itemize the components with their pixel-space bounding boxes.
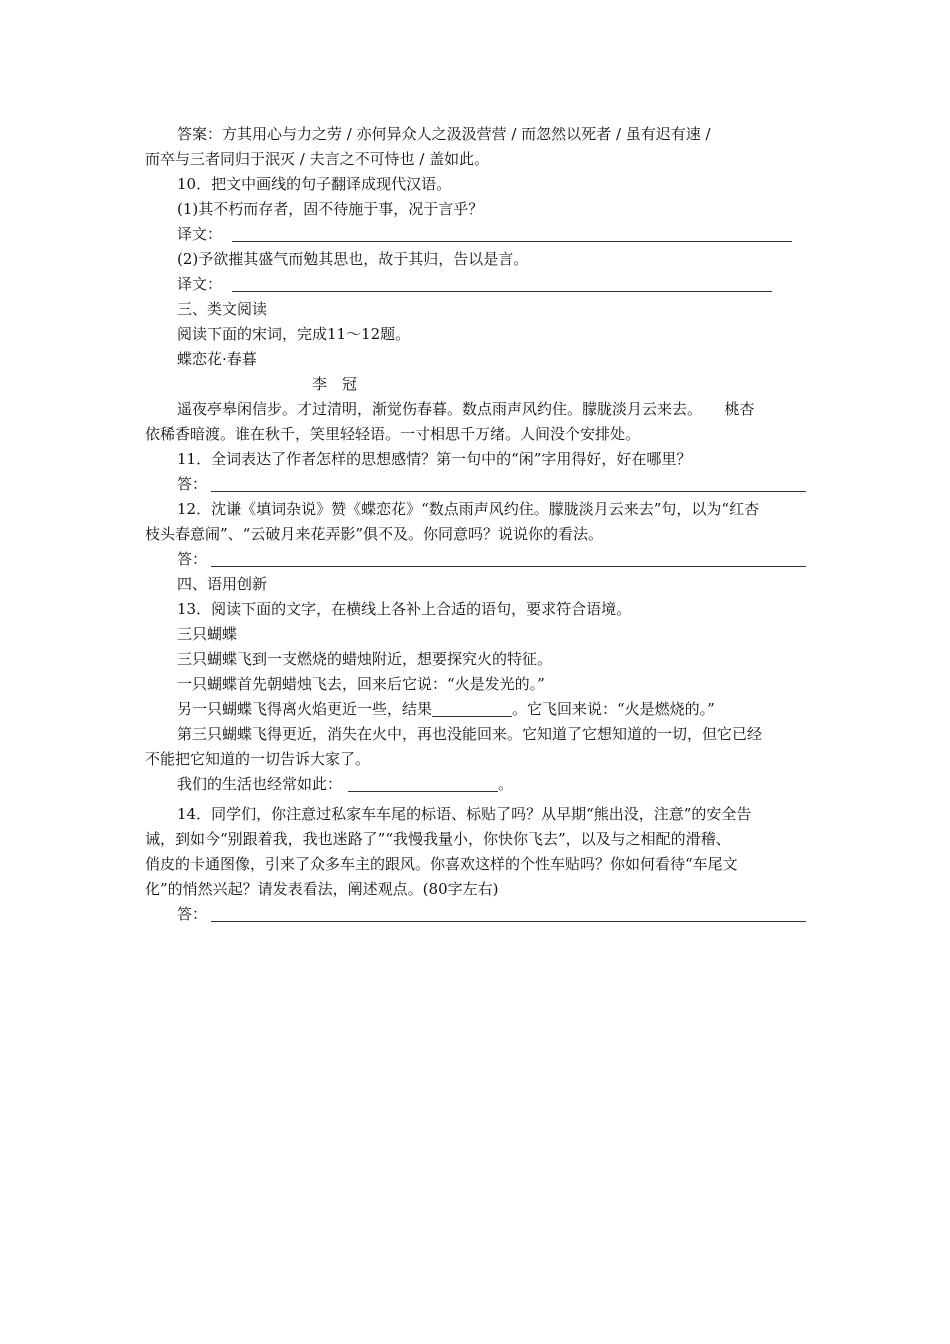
question-10-answer-2 <box>177 274 810 294</box>
paragraph-3-start: 另一只蝴蝶飞得离火焰更近一些，结果 <box>177 700 433 718</box>
answer-blank[interactable] <box>232 276 772 292</box>
translation-label: 译文： <box>177 275 223 293</box>
question-12-line-1: 12．沈谦《填词杂说》赞《蝶恋花》“数点雨声风约住。朦胧淡月云来去”句，以为“红杏 <box>177 500 760 518</box>
poem-line-1: 遥夜亭皋闲信步。才过清明，渐觉伤春暮。数点雨声风约住。朦胧淡月云来去。 桃杏 <box>177 400 755 418</box>
fill-blank-2[interactable] <box>348 776 498 792</box>
poem-line-2: 依稀香暗渡。谁在秋千，笑里轻轻语。一寸相思千万绪。人间没个安排处。 <box>145 425 641 443</box>
question-11-answer <box>177 474 810 494</box>
paragraph-5-end: 。 <box>498 775 514 793</box>
paragraph-3-end: 。它飞回来说：“火是燃烧的。” <box>512 700 715 718</box>
passage-paragraph-4-cont: 不能把它知道的一切告诉大家了。 <box>145 750 371 768</box>
answer-blank[interactable] <box>232 226 792 242</box>
question-10-sentence-1: (1)其不朽而存者，固不待施于事，况于言乎？ <box>177 200 484 218</box>
passage-paragraph-1: 三只蝴蝶飞到一支燃烧的蜡烛附近，想要探究火的特征。 <box>177 650 553 668</box>
poem-title: 蝶恋花·春暮 <box>177 350 257 368</box>
poem-author: 李 冠 <box>312 375 358 393</box>
answer-blank[interactable] <box>211 551 806 567</box>
answer-label: 答： <box>177 550 208 568</box>
fill-blank-1[interactable] <box>432 701 512 717</box>
answer-blank[interactable] <box>211 476 806 492</box>
section-3-intro: 阅读下面的宋词，完成11～12题。 <box>177 325 411 343</box>
question-14-answer <box>177 904 810 924</box>
question-14-line-3: 俏皮的卡通图像，引来了众多车主的跟风。你喜欢这样的个性车贴吗？你如何看待“车尾文 <box>145 855 738 873</box>
passage-title: 三只蝴蝶 <box>177 625 238 643</box>
question-11-stem: 11．全词表达了作者怎样的思想感情？第一句中的“闲”字用得好，好在哪里？ <box>177 450 692 468</box>
passage-paragraph-3 <box>177 699 810 719</box>
section-3-heading: 三、类文阅读 <box>177 300 268 318</box>
answer-line-1: 答案：方其用心与力之劳 / 亦何异众人之汲汲营营 / 而忽然以死者 / 虽有迟有速 / <box>177 125 711 143</box>
translation-label: 译文： <box>177 225 223 243</box>
question-10-sentence-2: (2)予欲摧其盛气而勉其思也，故于其归，告以是言。 <box>177 250 529 268</box>
passage-paragraph-2: 一只蝴蝶首先朝蜡烛飞去，回来后它说：“火是发光的。” <box>177 675 545 693</box>
section-4-heading: 四、语用创新 <box>177 575 268 593</box>
paragraph-5-start: 我们的生活也经常如此： <box>177 775 343 793</box>
question-13-stem: 13．阅读下面的文字，在横线上各补上合适的语句，要求符合语境。 <box>177 600 632 618</box>
question-10-stem: 10．把文中画线的句子翻译成现代汉语。 <box>177 175 452 193</box>
question-10-answer-1 <box>177 224 810 244</box>
answer-label: 答： <box>177 475 208 493</box>
answer-label: 答： <box>177 905 208 923</box>
passage-paragraph-5 <box>177 774 810 794</box>
question-12-line-2: 枝头春意闹”、“云破月来花弄影”俱不及。你同意吗？说说你的看法。 <box>145 525 604 543</box>
answer-blank[interactable] <box>211 906 806 922</box>
question-12-answer <box>177 549 810 569</box>
question-14-line-2: 诫，到如今“别跟着我，我也迷路了”“我慢我量小，你快你飞去”，以及与之相配的滑稽、 <box>145 830 731 848</box>
question-14-line-4: 化”的悄然兴起？请发表看法，阐述观点。(80字左右) <box>145 880 499 898</box>
question-14-line-1: 14．同学们，你注意过私家车车尾的标语、标贴了吗？从早期“熊出没，注意”的安全告 <box>177 805 752 823</box>
answer-line-2: 而卒与三者同归于泯灭 / 夫言之不可恃也 / 盖如此。 <box>145 150 490 168</box>
passage-paragraph-4: 第三只蝴蝶飞得更近，消失在火中，再也没能回来。它知道了它想知道的一切，但它已经 <box>177 725 763 743</box>
